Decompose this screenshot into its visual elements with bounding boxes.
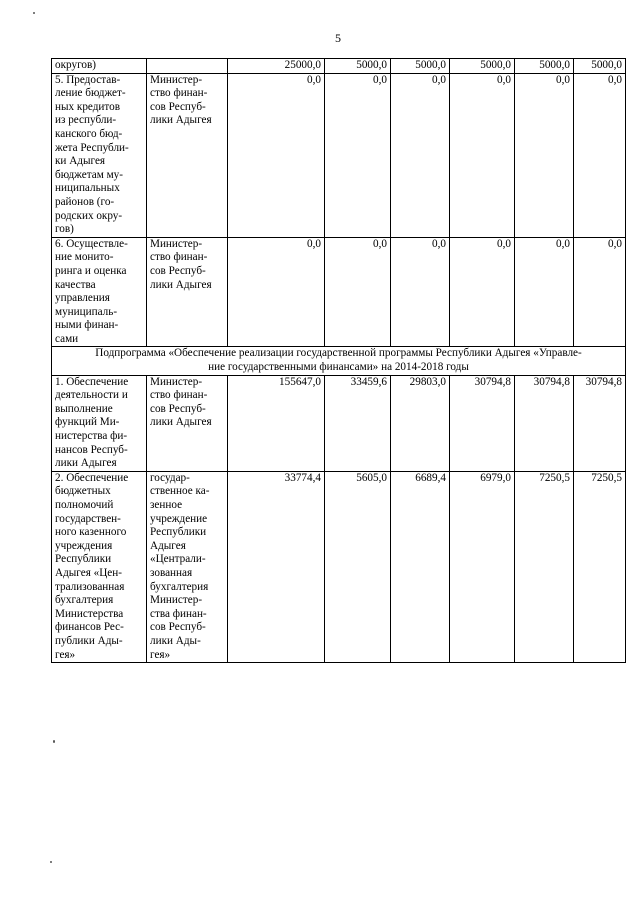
item-name-cell-line: публики Ады- bbox=[55, 634, 123, 647]
responsible-cell-line: Министер- bbox=[150, 594, 203, 607]
amount-cell: 0,0 bbox=[391, 73, 450, 237]
item-name-cell bbox=[52, 375, 147, 471]
amount-cell: 0,0 bbox=[391, 237, 450, 347]
table-row bbox=[52, 237, 626, 347]
item-name-cell-line: бюджетам му- bbox=[55, 168, 123, 181]
subprogram-title-line: Подпрограмма «Обеспечение реализации государственной программы Республики Адыгея «Управле- bbox=[95, 347, 582, 360]
item-name-cell bbox=[52, 471, 147, 662]
item-name-cell-line: выполнение bbox=[55, 402, 113, 415]
item-name-cell-line: ки Адыгея bbox=[55, 155, 106, 168]
item-name-cell-line: нистерства фи- bbox=[55, 430, 128, 443]
amount-cell: 6979,0 bbox=[450, 471, 515, 662]
item-name-cell-line: гов) bbox=[55, 223, 74, 236]
item-name-cell-line: 5. Предостав- bbox=[55, 73, 121, 86]
amount-cell: 33774,4 bbox=[228, 471, 325, 662]
item-name-cell-line: лики Адыгея bbox=[55, 457, 117, 470]
responsible-cell-line: государ- bbox=[150, 471, 190, 484]
responsible-cell-line: сов Респуб- bbox=[150, 621, 206, 634]
amount-cell: 6689,4 bbox=[391, 471, 450, 662]
item-name-cell-line: из республи- bbox=[55, 114, 117, 127]
responsible-cell-line: ство финан- bbox=[150, 389, 208, 402]
responsible-cell bbox=[147, 375, 228, 471]
item-name-cell-line: муниципаль- bbox=[55, 305, 118, 318]
item-name-cell-line: учреждения bbox=[55, 539, 113, 552]
amount-cell: 5000,0 bbox=[515, 59, 574, 74]
amount-cell: 5000,0 bbox=[325, 59, 391, 74]
item-name-cell-line: ных кредитов bbox=[55, 100, 121, 113]
responsible-cell-line: лики Ады- bbox=[150, 634, 201, 647]
subprogram-title bbox=[52, 347, 626, 375]
amount-cell: 0,0 bbox=[515, 237, 574, 347]
responsible-cell-line: гея» bbox=[150, 648, 171, 661]
budget-table bbox=[51, 58, 626, 663]
amount-cell: 30794,8 bbox=[450, 375, 515, 471]
responsible-cell-line: ство финан- bbox=[150, 251, 208, 264]
amount-cell: 29803,0 bbox=[391, 375, 450, 471]
item-name-cell-line: функций Ми- bbox=[55, 416, 120, 429]
responsible-cell-line: сов Респуб- bbox=[150, 264, 206, 277]
scan-speck bbox=[33, 12, 35, 14]
continuation-row bbox=[52, 59, 626, 74]
amount-cell: 30794,8 bbox=[574, 375, 626, 471]
item-name-cell-line: ление бюджет- bbox=[55, 87, 126, 100]
responsible-cell bbox=[147, 59, 228, 74]
item-name-cell-line: ными финан- bbox=[55, 319, 119, 332]
item-name-cell-line: ниципальных bbox=[55, 182, 120, 195]
amount-cell: 25000,0 bbox=[228, 59, 325, 74]
item-name-cell-line: финансов Рес- bbox=[55, 621, 124, 634]
amount-cell: 0,0 bbox=[228, 237, 325, 347]
item-name-cell-line: Министерства bbox=[55, 607, 124, 620]
table-row bbox=[52, 73, 626, 237]
amount-cell: 5605,0 bbox=[325, 471, 391, 662]
responsible-cell-line: Министер- bbox=[150, 237, 203, 250]
responsible-cell-line: лики Адыгея bbox=[150, 278, 212, 291]
amount-cell: 5000,0 bbox=[450, 59, 515, 74]
item-name-cell-line: ного казенного bbox=[55, 526, 127, 539]
item-name-cell-line: Адыгея «Цен- bbox=[55, 566, 122, 579]
item-name-cell bbox=[52, 73, 147, 237]
item-name-cell-line: родских окру- bbox=[55, 209, 123, 222]
amount-cell: 5000,0 bbox=[391, 59, 450, 74]
item-name-cell-line: управления bbox=[55, 292, 110, 305]
responsible-cell-line: Министер- bbox=[150, 73, 203, 86]
responsible-cell-line: лики Адыгея bbox=[150, 416, 212, 429]
item-name-cell-line: бухгалтерия bbox=[55, 594, 114, 607]
amount-cell: 155647,0 bbox=[228, 375, 325, 471]
responsible-cell-line: лики Адыгея bbox=[150, 114, 212, 127]
scan-speck bbox=[53, 740, 55, 743]
responsible-cell-line: Республики bbox=[150, 526, 207, 539]
item-name-cell-line: деятельности и bbox=[55, 389, 128, 402]
page-number: 5 bbox=[335, 31, 341, 45]
amount-cell: 0,0 bbox=[325, 73, 391, 237]
responsible-cell-line: Адыгея bbox=[150, 539, 186, 552]
item-name-cell bbox=[52, 237, 147, 347]
item-name-cell-line: Республики bbox=[55, 553, 112, 566]
responsible-cell-line: бухгалтерия bbox=[150, 580, 209, 593]
amount-cell: 0,0 bbox=[325, 237, 391, 347]
responsible-cell-line: ства финан- bbox=[150, 607, 207, 620]
responsible-cell bbox=[147, 73, 228, 237]
item-name-cell-line: ринга и оценка bbox=[55, 264, 127, 277]
responsible-cell bbox=[147, 237, 228, 347]
item-name-cell-line: 1. Обеспечение bbox=[55, 375, 129, 388]
subprogram-title-line: ние государственными финансами» на 2014-2018 годы bbox=[208, 361, 469, 374]
responsible-cell-line: ство финан- bbox=[150, 87, 208, 100]
amount-cell: 30794,8 bbox=[515, 375, 574, 471]
amount-cell: 0,0 bbox=[574, 73, 626, 237]
item-name-cell-line: государствен- bbox=[55, 512, 121, 525]
scan-speck bbox=[50, 861, 52, 863]
responsible-cell-line: Министер- bbox=[150, 375, 203, 388]
item-name-cell-line: бюджетных bbox=[55, 485, 111, 498]
item-name-cell-line: 6. Осуществле- bbox=[55, 237, 128, 250]
amount-cell: 0,0 bbox=[450, 73, 515, 237]
item-name-cell-line: полномочий bbox=[55, 499, 114, 511]
item-name-cell-line: трализованная bbox=[55, 580, 125, 593]
responsible-cell-line: сов Респуб- bbox=[150, 100, 206, 113]
amount-cell: 7250,5 bbox=[574, 471, 626, 662]
amount-cell: 0,0 bbox=[515, 73, 574, 237]
item-name-cell-line: 2. Обеспечение bbox=[55, 471, 129, 484]
table-row bbox=[52, 375, 626, 471]
item-name-cell-line: районов (го- bbox=[55, 195, 115, 208]
amount-cell: 7250,5 bbox=[515, 471, 574, 662]
item-name-cell-line: ние монито- bbox=[55, 251, 114, 264]
amount-cell: 0,0 bbox=[574, 237, 626, 347]
amount-cell: 0,0 bbox=[228, 73, 325, 237]
amount-cell: 33459,6 bbox=[325, 375, 391, 471]
item-name-cell: округов) bbox=[52, 59, 147, 74]
item-name-cell-line: жета Республи- bbox=[55, 141, 129, 154]
responsible-cell-line: сов Респуб- bbox=[150, 402, 206, 415]
item-name-cell-line: канского бюд- bbox=[55, 127, 123, 140]
subprogram-row bbox=[52, 347, 626, 375]
amount-cell: 5000,0 bbox=[574, 59, 626, 74]
responsible-cell-line: «Централи- bbox=[150, 553, 206, 566]
responsible-cell bbox=[147, 471, 228, 662]
item-name-cell-line: гея» bbox=[55, 648, 76, 661]
table-row bbox=[52, 471, 626, 662]
responsible-cell-line: зенное bbox=[150, 499, 183, 511]
item-name-cell-line: качества bbox=[55, 278, 96, 291]
item-name-cell-line: нансов Респуб- bbox=[55, 443, 128, 456]
responsible-cell-line: учреждение bbox=[150, 512, 208, 525]
responsible-cell-line: ственное ка- bbox=[150, 485, 210, 498]
responsible-cell-line: зованная bbox=[150, 566, 193, 579]
amount-cell: 0,0 bbox=[450, 237, 515, 347]
item-name-cell-line: сами bbox=[55, 332, 79, 345]
